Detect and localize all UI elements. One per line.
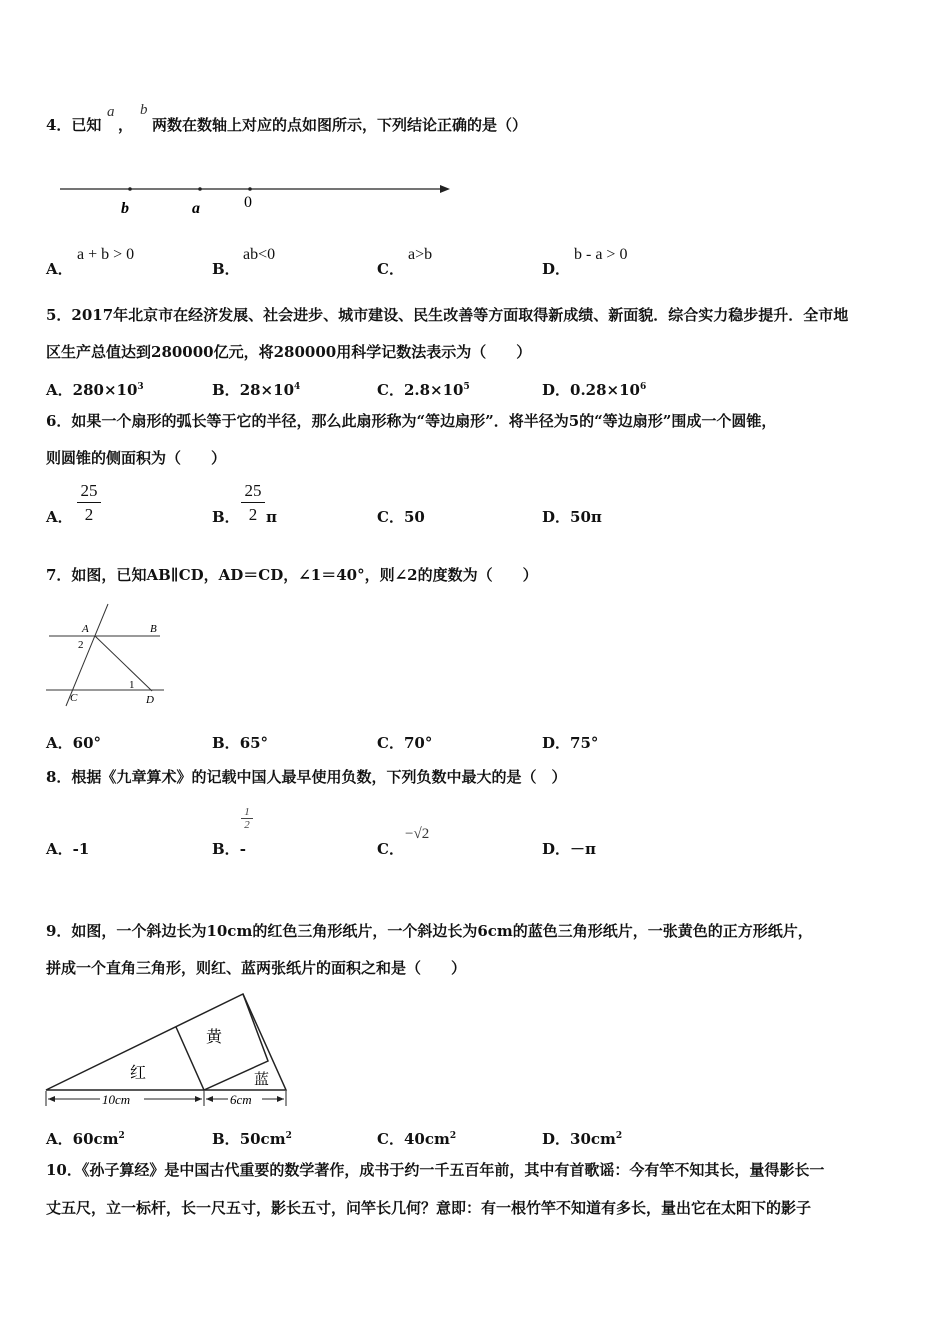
q6-option-b-letter[interactable]: B． (212, 508, 240, 526)
q4-option-d-value: b - a > 0 (574, 246, 628, 263)
q4-suffix: 两数在数轴上对应的点如图所示，下列结论正确的是（） (152, 116, 528, 134)
dim-arrow-right (277, 1096, 284, 1102)
dim-arrow-mid-left (195, 1096, 202, 1102)
q4-option-a-value: a + b > 0 (77, 246, 135, 263)
q8-option-b[interactable] (212, 840, 246, 858)
q6-stem-line2: 则圆锥的侧面积为（ ） (46, 449, 227, 467)
q7-parallel-lines-figure (44, 600, 168, 710)
label-C: C (70, 692, 78, 704)
label-a: a (192, 200, 200, 216)
q4-option-c-letter[interactable]: C． (377, 260, 404, 278)
number-line-arrow (440, 185, 450, 193)
q4-var-b: b (140, 102, 148, 118)
q7-option-b-letter: B． (212, 734, 240, 752)
q9-triangle-figure (40, 988, 292, 1112)
q5-option-d-exp: 6 (640, 382, 647, 392)
dim-arrow-mid-right (206, 1096, 213, 1102)
q9-option-b-base: 50cm (239, 1130, 286, 1148)
q8-option-b-fraction (241, 806, 253, 831)
label-zero: 0 (244, 194, 252, 211)
label-B: B (150, 623, 157, 635)
q6-option-d-value: 50π (570, 508, 602, 526)
q7-option-d[interactable] (542, 734, 598, 752)
q7-option-a-letter: A． (46, 734, 73, 752)
q8-stem: 8．根据《九章算术》的记载中国人最早使用负数，下列负数中最大的是（ ） (46, 768, 567, 786)
label-A: A (82, 623, 89, 635)
q5-option-b-base: 28×10 (239, 381, 295, 399)
q9-option-a-base: 60cm (72, 1130, 119, 1148)
label-angle-1: 1 (129, 679, 135, 691)
q9-option-d-letter: D． (542, 1130, 571, 1148)
q4-number-line-figure (55, 174, 455, 216)
q5-option-c-base: 2.8×10 (403, 381, 464, 399)
q8-option-a[interactable] (46, 840, 89, 858)
q9-stem-line2: 拼成一个直角三角形，则红、蓝两张纸片的面积之和是（ ） (46, 959, 467, 977)
point-b (128, 187, 132, 191)
q9-option-b-letter: B． (212, 1130, 240, 1148)
q9-stem-line1: 9．如图，一个斜边长为10cm的红色三角形纸片，一个斜边长为6cm的蓝色三角形纸片，一张黄色的正方形纸片， (46, 922, 813, 940)
q7-option-d-value: 75° (570, 734, 599, 752)
q5-option-c-exp: 5 (463, 382, 470, 392)
q4-option-a-letter[interactable]: A． (46, 260, 73, 278)
q6-option-a-letter[interactable]: A． (46, 508, 73, 526)
q9-option-b-exp: 2 (285, 1131, 292, 1141)
q5-option-a[interactable] (46, 378, 144, 399)
q6-option-b-den: 2 (248, 505, 258, 524)
q4-stem (46, 116, 101, 134)
q5-option-a-exp: 3 (137, 382, 144, 392)
q5-option-d[interactable] (542, 378, 646, 399)
point-a (198, 187, 202, 191)
q4-option-d-letter[interactable]: D． (542, 260, 571, 278)
q9-option-a-exp: 2 (118, 1131, 125, 1141)
q7-option-c-letter: C． (377, 734, 404, 752)
q10-stem-line1: 10．《孙子算经》是中国古代重要的数学著作，成书于约一千五百年前，其中有首歌谣：今有竿不知其长，量得影长一 (46, 1161, 825, 1179)
q5-option-b-letter: B． (212, 381, 240, 399)
q6-option-b-pi: π (266, 508, 277, 526)
q5-option-a-letter: A． (46, 381, 73, 399)
q7-option-a-value: 60° (72, 734, 102, 752)
label-yellow: 黄 (206, 1029, 223, 1046)
q6-stem-line1: 6．如果一个扇形的弧长等于它的半径，那么此扇形称为“等边扇形”．将半径为5的“等边扇形”围成一个圆锥， (46, 412, 777, 430)
q5-option-c-letter: C． (377, 381, 404, 399)
q9-option-a[interactable] (46, 1127, 125, 1148)
q8-option-a-letter: A． (46, 840, 73, 858)
q5-option-c[interactable] (377, 378, 470, 399)
label-red: 红 (130, 1065, 147, 1082)
q4-comma: ， (118, 116, 134, 134)
q6-option-a-num: 25 (77, 481, 101, 503)
q7-option-d-letter: D． (542, 734, 571, 752)
q7-stem: 7．如图，已知AB∥CD，AD＝CD，∠1＝40°，则∠2的度数为（ ） (46, 566, 538, 584)
q9-option-d[interactable] (542, 1127, 622, 1148)
q8-option-d-letter: D． (542, 840, 571, 858)
q5-option-d-letter: D． (542, 381, 571, 399)
dim-arrow-left (48, 1096, 55, 1102)
q9-option-c-base: 40cm (403, 1130, 450, 1148)
q8-option-c-letter[interactable]: C． (377, 840, 404, 858)
q5-stem-line1: 5．2017年北京市在经济发展、社会进步、城市建设、民生改善等方面取得新成绩、新面貌．综合实力稳步提升．全市地 (46, 306, 849, 324)
segment-ad (95, 636, 152, 691)
label-angle-2: 2 (78, 639, 84, 651)
q6-option-b-fraction (241, 481, 265, 525)
q8-option-b-letter: B． (212, 840, 240, 858)
q9-option-c-exp: 2 (449, 1131, 457, 1141)
q8-option-d-value: －π (570, 840, 596, 858)
q7-option-b-value: 65° (239, 734, 269, 752)
q6-option-d[interactable] (542, 508, 602, 526)
q8-option-c-value: −√2 (405, 826, 430, 842)
q9-option-b[interactable] (212, 1127, 292, 1148)
q6-option-d-letter: D． (542, 508, 571, 526)
label-blue: 蓝 (254, 1072, 270, 1088)
point-zero (248, 187, 252, 191)
q9-option-c-letter: C． (377, 1130, 404, 1148)
label-len-blue: 6cm (230, 1092, 252, 1107)
q6-option-b-num: 25 (241, 481, 265, 503)
q4-option-b-letter[interactable]: B． (212, 260, 240, 278)
q6-option-c-value: 50 (403, 508, 425, 526)
q7-option-a[interactable] (46, 734, 101, 752)
q9-option-d-exp: 2 (615, 1131, 623, 1141)
q8-option-b-num: 1 (241, 806, 253, 819)
transversal-ac (66, 604, 108, 706)
q8-option-a-value: -1 (72, 840, 90, 858)
q7-option-c-value: 70° (403, 734, 433, 752)
q5-option-d-base: 0.28×10 (570, 381, 640, 399)
label-b: b (121, 200, 129, 216)
q8-option-b-den: 2 (244, 819, 250, 831)
q5-option-b[interactable] (212, 378, 300, 399)
q9-option-c[interactable] (377, 1127, 456, 1148)
q6-option-c[interactable] (377, 508, 425, 526)
q6-option-a-den: 2 (84, 505, 94, 524)
q5-option-a-base: 280×10 (72, 381, 138, 399)
q6-option-a-fraction (77, 481, 101, 525)
q9-option-a-letter: A． (46, 1130, 73, 1148)
big-right-triangle (46, 994, 286, 1090)
q6-option-c-letter: C． (377, 508, 404, 526)
q8-option-d[interactable] (542, 840, 596, 858)
q4-prefix: 4．已知 (46, 116, 102, 134)
q4-var-a: a (107, 104, 115, 120)
label-len-red: 10cm (102, 1092, 131, 1107)
q5-option-b-exp: 4 (294, 382, 301, 392)
label-D: D (146, 694, 154, 706)
q7-option-c[interactable] (377, 734, 432, 752)
q5-stem-line2: 区生产总值达到280000亿元，将280000用科学记数法表示为（ ） (46, 343, 532, 361)
q7-option-b[interactable] (212, 734, 268, 752)
q4-option-b-value: ab<0 (243, 246, 276, 263)
q10-stem-line2: 丈五尺，立一标杆，长一尺五寸，影长五寸，问竿长几何？意即：有一根竹竿不知道有多长，量出它在太阳下的影子 (46, 1199, 812, 1217)
q4-option-c-value: a>b (408, 246, 433, 263)
q8-option-b-sign: - (239, 840, 246, 858)
q9-option-d-base: 30cm (570, 1130, 616, 1148)
